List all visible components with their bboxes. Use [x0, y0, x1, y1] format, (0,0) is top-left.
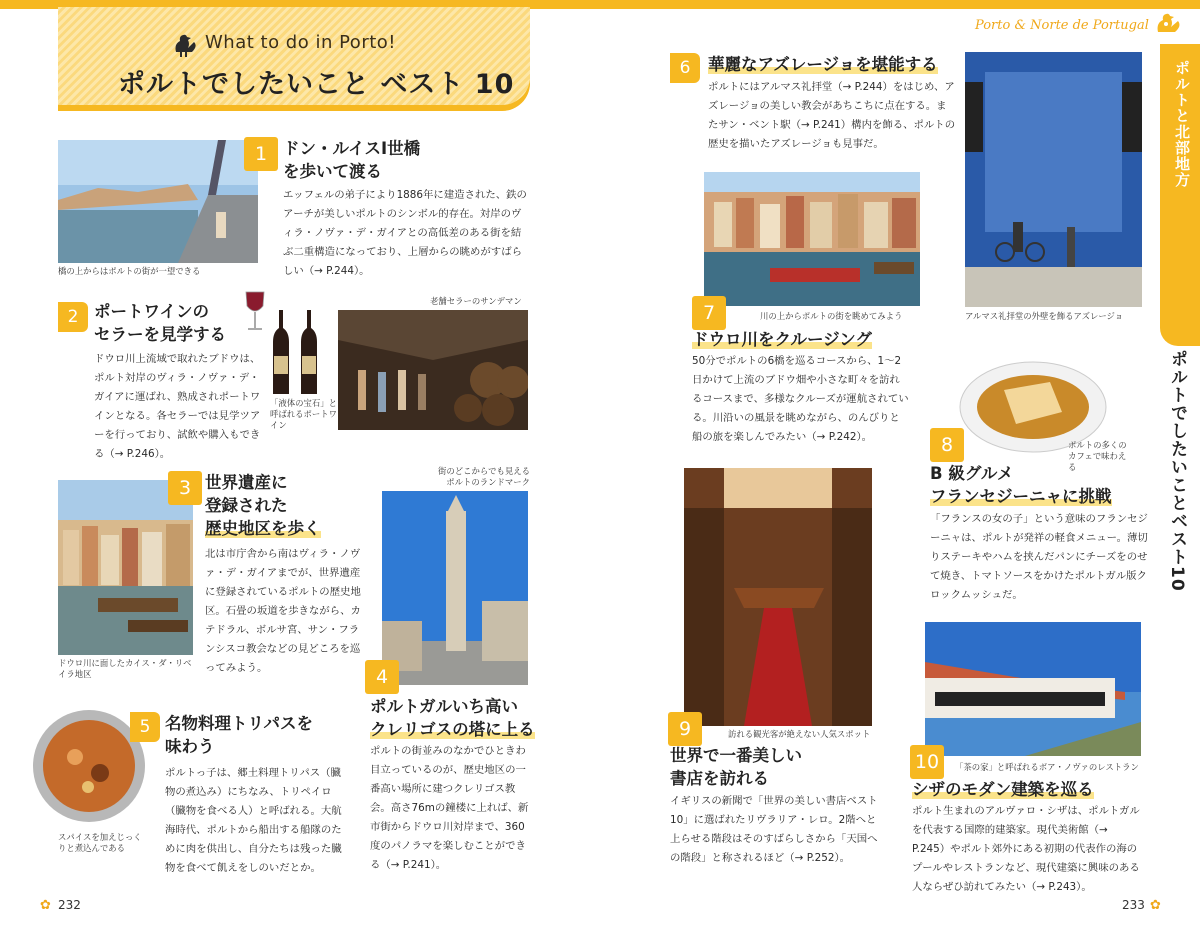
item-number: 10: [910, 745, 944, 779]
caption: ポルトの多くのカフェで味わえる: [1068, 440, 1127, 472]
photo-ribeira: [58, 480, 193, 655]
item-body: 「フランスの女の子」という意味のフランセジーニャは、ポルトが発祥の軽食メニュー。薄切りステーキやハムを挟んだパンにチーズをのせて焼き、トマトソースをかけたポルトガル版クロックムッシュだ。: [930, 513, 1148, 601]
item-number: 3: [168, 471, 202, 505]
photo-wine-cellar: [338, 310, 528, 430]
section-tab-label: ポルトと北部地方: [1173, 60, 1191, 188]
photo-azulejo: [965, 52, 1142, 307]
item-body: ポルトの街並みのなかでひときわ目立っているのが、歴史地区の一番高い場所に建つクレリゴス教会。高さ76mの鐘楼に上れば、新市街からドウロ川対岸まで、360度のパノラマを楽しむことができる（→ P.241）。: [370, 745, 529, 871]
page-number-right: 233: [1122, 898, 1145, 912]
item-title: B 級グルメ フランセジーニャに挑戦: [930, 464, 1112, 506]
item-body: ドウロ川上流域で取れたブドウは、ポルト対岸のヴィラ・ノヴァ・デ・ガイアに運ばれ、熟成されポートワインとなる。各セラーでは見学ツアーを行っており、試飲や購入もできる（→ P.246）。: [94, 353, 261, 460]
photo-boa-nova: [925, 622, 1141, 756]
header-subtitle: What to do in Porto!: [205, 32, 397, 53]
caption: 老舗セラーのサンデマン: [430, 296, 522, 306]
photo-port-wine: [243, 290, 333, 400]
item-number: 6: [670, 53, 700, 83]
rooster-icon: [1152, 10, 1184, 40]
item-body: ポルトにはアルマス礼拝堂（→ P.244）をはじめ、アズレージョの美しい教会があちこちに点在する。またサン・ベント駅（→ P.241）構内を飾る、ポルトの歴史を描いたアズレージョも見事だ。: [708, 81, 956, 150]
caption: 「液体の宝石」と呼ばれるポートワイン: [270, 398, 337, 430]
page-title: ポルトでしたいこと ベスト 10: [118, 69, 515, 100]
item-number: 5: [130, 712, 160, 742]
caption: ドウロ川に面したカイス・ダ・リベイラ地区: [58, 658, 192, 679]
item-body: イギリスの新聞で「世界の美しい書店ベスト10」に選ばれたリヴラリア・レロ。2階へと上らせる階段はそのすばらしさから「天国への階段」と称されるほど（→ P.252）。: [670, 795, 878, 864]
item-number: 9: [668, 712, 702, 746]
photo-douro-cruise: [704, 172, 920, 306]
item-title: ドウロ川をクルージング: [692, 330, 872, 349]
item-title: 世界で一番美しい 書店を訪れる: [670, 746, 802, 788]
flower-icon: ✿: [1150, 898, 1161, 913]
page-number-left: 232: [58, 898, 81, 912]
item-number: 2: [58, 302, 88, 332]
item-number: 1: [244, 137, 278, 171]
caption: 橋の上からはポルトの街が一望できる: [58, 266, 201, 276]
item-title: 華麗なアズレージョを堪能する: [708, 55, 938, 74]
item-title: シザのモダン建築を巡る: [912, 780, 1094, 799]
item-number: 4: [365, 660, 399, 694]
flower-icon: ✿: [40, 898, 51, 913]
item-body: ポルト生まれのアルヴァロ・シザは、ポルトガルを代表する国際的建築家。現代美術館（→ P.245）やポルト郊外にある初期の代表作の海のプールやレストランなど、現代建築に興味のある人ならぜひ訪れてみたい（→ P.243）。: [912, 805, 1140, 893]
caption: アルマス礼拝堂の外壁を飾るアズレージョ: [965, 311, 1124, 321]
item-body: 50分でポルトの6橋を巡るコースから、1〜2日かけて上流のブドウ畑や小さな町々を訪れるコースまで、多様なクルーズが運航されている。川沿いの風景を眺めながら、のんびりと船の旅を楽しんでみたい（→ P.242）。: [692, 355, 909, 443]
vertical-title: ポルトでしたいことベスト10: [1167, 350, 1187, 592]
region-label: Porto & Norte de Portugal: [975, 18, 1149, 33]
item-title: ポルトガルいち高い クレリゴスの塔に上る: [370, 697, 535, 739]
rooster-icon: [170, 32, 200, 58]
caption: 街のどこからでも見えるポルトのランドマーク: [437, 466, 530, 487]
item-body: 北は市庁舎から南はヴィラ・ノヴァ・デ・ガイアまでが、世界遺産に登録されているポルトの歴史地区。石畳の坂道を歩きながら、カテドラル、ボルサ宮、サン・フランシスコ教会などの見どころを巡ってみよう。: [205, 548, 361, 674]
item-title: 名物料理トリパスを 味わう: [165, 714, 314, 756]
photo-lello-bookstore: [684, 468, 872, 726]
item-title: ポートワインの セラーを見学する: [94, 302, 226, 344]
item-number: 8: [930, 428, 964, 462]
caption: 訪れる観光客が絶えない人気スポット: [728, 729, 871, 739]
photo-clerigos-tower: [382, 491, 528, 685]
item-number: 7: [692, 296, 726, 330]
caption: 「茶の家」と呼ばれるボア・ノヴァのレストラン: [955, 762, 1139, 772]
caption: スパイスを加えじっくりと煮込んである: [58, 832, 142, 853]
photo-bridge: [58, 140, 258, 263]
item-title: 世界遺産に 登録された 歴史地区を歩く: [205, 473, 321, 538]
item-body: ポルトっ子は、郷土料理トリパス（臓物の煮込み）にちなみ、トリペイロ（臓物を食べる人）と呼ばれる。大航海時代、ポルトから船出する船隊のために肉を供出し、自分たちは残った臓物を食べて飢えをしのいだとか。: [165, 767, 342, 874]
caption: 川の上からポルトの街を眺めてみよう: [760, 311, 903, 321]
item-title: ドン・ルイスⅠ世橋 を歩いて渡る: [283, 139, 421, 181]
item-body: エッフェルの弟子により1886年に建造された、鉄のアーチが美しいポルトのシンボル的存在。対岸のヴィラ・ノヴァ・デ・ガイアとの高低差のある街を結ぶ二重構造になっており、上層からの眺めがすばらしい（→ P.244）。: [283, 189, 527, 277]
